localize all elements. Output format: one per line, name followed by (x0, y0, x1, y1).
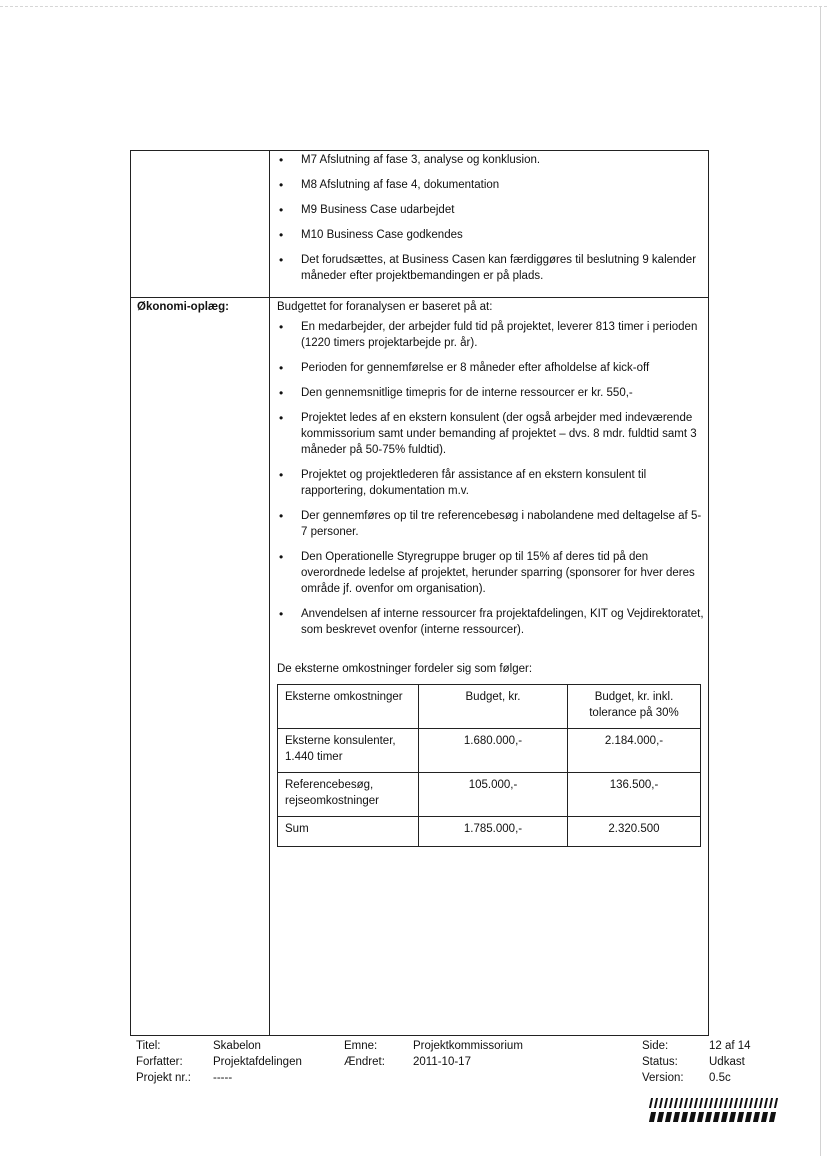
barcode-row-thick (650, 1112, 780, 1122)
barcode-row-thin (650, 1098, 780, 1108)
list-item: • Anvendelsen af interne ressourcer fra projektafdelingen, KIT og Vejdirektoratet, som beskrevet ovenfor (interne ressourcer). (277, 606, 707, 638)
footer-changed-value: 2011-10-17 (413, 1056, 471, 1068)
page-edge-right (820, 6, 821, 1156)
milestone-list (277, 152, 707, 284)
table-cell: Referencebesøg, rejseomkostninger (278, 773, 419, 817)
table-header-cell: Budget, kr. inkl. tolerance på 30% (568, 685, 701, 729)
table-header-cell: Eksterne omkostninger (278, 685, 419, 729)
table-cell: Sum (278, 817, 419, 847)
table-header-cell: Budget, kr. (419, 685, 568, 729)
list-item: • Det forudsættes, at Business Casen kan færdiggøres til beslutning 9 kalender måneder efter projektbemandingen er på plads. (277, 252, 707, 284)
economy-cell (277, 319, 707, 647)
row-divider (131, 297, 708, 298)
footer-title-label: Titel: (136, 1040, 161, 1052)
footer-page-label: Side: (642, 1040, 669, 1052)
list-item: • Projektet ledes af en ekstern konsulent (der også arbejder med indeværende kommissorium samt under bemanding af projektet – dvs. 8 mdr. fuldtid samt 3 måneder på 50-75% fuldtid). (277, 410, 707, 458)
milestone-cell (277, 152, 707, 293)
economy-intro: Budgettet for foranalysen er baseret på at: (277, 301, 493, 313)
footer-author-label: Forfatter: (136, 1056, 183, 1068)
list-item: • En medarbejder, der arbejder fuld tid på projektet, leverer 813 timer i perioden (1220 timers projektarbejde pr. år). (277, 319, 707, 351)
table-cell: Eksterne konsulenter, 1.440 timer (278, 729, 419, 773)
table-cell: 2.184.000,- (568, 729, 701, 773)
list-item: • M10 Business Case godkendes (277, 227, 707, 243)
footer-status-value: Udkast (709, 1056, 745, 1068)
list-item: • M7 Afslutning af fase 3, analyse og konklusion. (277, 152, 707, 168)
table-cell: 136.500,- (568, 773, 701, 817)
table-cell: 1.680.000,- (419, 729, 568, 773)
footer-author-value: Projektafdelingen (213, 1056, 302, 1068)
page-edge-top (0, 6, 827, 7)
list-item: • Projektet og projektlederen får assistance af en ekstern konsulent til rapportering, dokumentation m.v. (277, 467, 707, 499)
footer-status-label: Status: (642, 1056, 678, 1068)
table-header-row (278, 685, 701, 729)
table-row (278, 729, 701, 773)
footer-title-value: Skabelon (213, 1040, 261, 1052)
footer-subject-value: Projektkommissorium (413, 1040, 523, 1052)
list-item: • M9 Business Case udarbejdet (277, 202, 707, 218)
table-cell: 105.000,- (419, 773, 568, 817)
list-item: • Perioden for gennemførelse er 8 måneder efter afholdelse af kick-off (277, 360, 707, 376)
economy-list (277, 319, 707, 638)
barcode-icon (650, 1098, 780, 1122)
economy-label: Økonomi-oplæg: (137, 301, 229, 313)
table-row (278, 817, 701, 847)
list-item: • Den Operationelle Styregruppe bruger op til 15% af deres tid på den overordnede ledelse af projektet, herunder sparring (sponsorer for hver deres område jf. ovenfor om organisation). (277, 549, 707, 597)
content-table (130, 150, 709, 1036)
footer-page-value: 12 af 14 (709, 1040, 751, 1052)
footer-project-label: Projekt nr.: (136, 1072, 191, 1084)
footer-project-value: ----- (213, 1072, 233, 1084)
table-row (278, 773, 701, 817)
external-costs-intro: De eksterne omkostninger fordeler sig som følger: (277, 663, 533, 675)
footer-version-value: 0.5c (709, 1072, 731, 1084)
list-item: • Den gennemsnitlige timepris for de interne ressourcer er kr. 550,- (277, 385, 707, 401)
footer-version-label: Version: (642, 1072, 684, 1084)
table-cell: 1.785.000,- (419, 817, 568, 847)
external-costs-table (277, 684, 701, 847)
table-cell: 2.320.500 (568, 817, 701, 847)
column-divider (269, 151, 270, 1035)
footer-changed-label: Ændret: (344, 1056, 385, 1068)
footer-subject-label: Emne: (344, 1040, 378, 1052)
list-item: • M8 Afslutning af fase 4, dokumentation (277, 177, 707, 193)
list-item: • Der gennemføres op til tre referencebesøg i nabolandene med deltagelse af 5-7 personer. (277, 508, 707, 540)
